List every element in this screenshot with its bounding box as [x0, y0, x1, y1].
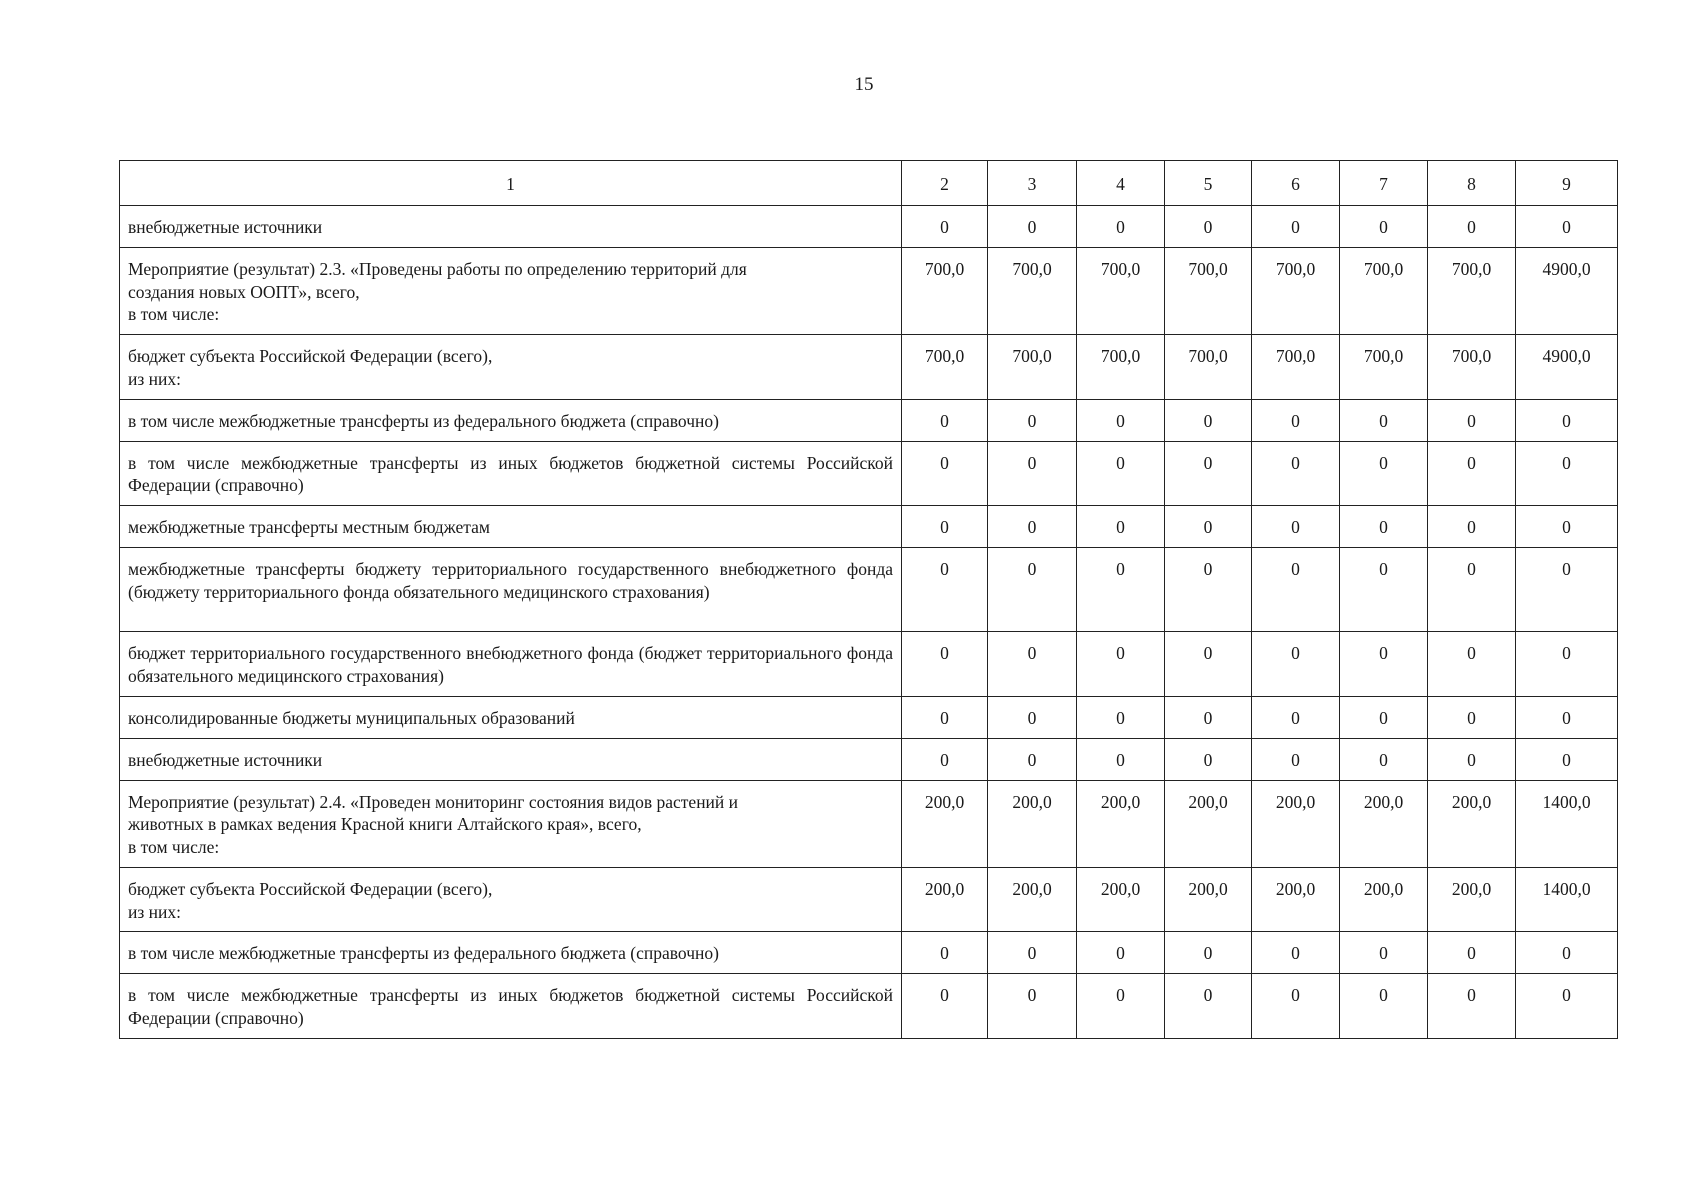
value-cell: 0 — [1165, 506, 1252, 548]
value-cell: 200,0 — [988, 780, 1077, 867]
value-cell: 700,0 — [1252, 335, 1340, 400]
value-cell: 700,0 — [1428, 335, 1516, 400]
value-cell: 0 — [1252, 974, 1340, 1039]
value-cell: 700,0 — [1077, 247, 1165, 334]
header-cell: 2 — [902, 161, 988, 206]
value-cell: 0 — [1340, 738, 1428, 780]
row-label: в том числе межбюджетные трансферты из иных бюджетов бюджетной системы Российской Федерации (справочно) — [120, 974, 902, 1039]
value-cell: 0 — [902, 696, 988, 738]
value-cell: 0 — [1516, 548, 1618, 632]
value-cell: 200,0 — [1077, 780, 1165, 867]
value-cell: 0 — [1340, 399, 1428, 441]
value-cell: 0 — [988, 738, 1077, 780]
value-cell: 200,0 — [1165, 867, 1252, 932]
value-cell: 0 — [1077, 399, 1165, 441]
value-cell: 200,0 — [902, 867, 988, 932]
row-label: межбюджетные трансферты местным бюджетам — [120, 506, 902, 548]
value-cell: 0 — [1428, 548, 1516, 632]
value-cell: 0 — [1428, 399, 1516, 441]
value-cell: 4900,0 — [1516, 247, 1618, 334]
table-row — [120, 506, 1618, 548]
value-cell: 0 — [1428, 696, 1516, 738]
table-row — [120, 867, 1618, 932]
value-cell: 0 — [1516, 632, 1618, 697]
value-cell: 0 — [1340, 506, 1428, 548]
table-row — [120, 247, 1618, 334]
value-cell: 0 — [1428, 632, 1516, 697]
value-cell: 0 — [1428, 974, 1516, 1039]
value-cell: 0 — [1252, 696, 1340, 738]
row-label: внебюджетные источники — [120, 206, 902, 248]
value-cell: 0 — [1165, 696, 1252, 738]
value-cell: 700,0 — [1077, 335, 1165, 400]
value-cell: 0 — [902, 506, 988, 548]
value-cell: 0 — [902, 932, 988, 974]
value-cell: 0 — [1252, 206, 1340, 248]
table-row — [120, 696, 1618, 738]
row-label: Мероприятие (результат) 2.3. «Проведены работы по определению территорий для создания новых ООПТ», всего, в том числе: — [120, 247, 902, 334]
value-cell: 0 — [1077, 206, 1165, 248]
value-cell: 0 — [1077, 506, 1165, 548]
header-cell: 5 — [1165, 161, 1252, 206]
value-cell: 200,0 — [1077, 867, 1165, 932]
value-cell: 0 — [1252, 548, 1340, 632]
header-cell: 9 — [1516, 161, 1618, 206]
row-label: в том числе межбюджетные трансферты из федерального бюджета (справочно) — [120, 399, 902, 441]
value-cell: 0 — [1252, 441, 1340, 506]
value-cell: 0 — [1516, 932, 1618, 974]
table-row — [120, 738, 1618, 780]
value-cell: 200,0 — [1340, 780, 1428, 867]
value-cell: 0 — [1516, 506, 1618, 548]
value-cell: 0 — [1340, 632, 1428, 697]
value-cell: 0 — [1252, 399, 1340, 441]
value-cell: 700,0 — [902, 335, 988, 400]
table-row — [120, 441, 1618, 506]
value-cell: 0 — [1428, 506, 1516, 548]
value-cell: 0 — [1077, 548, 1165, 632]
value-cell: 0 — [988, 548, 1077, 632]
value-cell: 0 — [988, 974, 1077, 1039]
value-cell: 0 — [988, 932, 1077, 974]
value-cell: 0 — [1252, 506, 1340, 548]
value-cell: 0 — [1340, 441, 1428, 506]
value-cell: 0 — [1428, 932, 1516, 974]
row-label: внебюджетные источники — [120, 738, 902, 780]
value-cell: 0 — [1340, 206, 1428, 248]
table-row — [120, 932, 1618, 974]
value-cell: 0 — [1340, 974, 1428, 1039]
value-cell: 0 — [902, 632, 988, 697]
row-label: бюджет территориального государственного внебюджетного фонда (бюджет территориального фонда обязательного медицинского страхования) — [120, 632, 902, 697]
header-cell: 7 — [1340, 161, 1428, 206]
value-cell: 0 — [1165, 632, 1252, 697]
header-row — [120, 161, 1618, 206]
value-cell: 200,0 — [1428, 780, 1516, 867]
value-cell: 0 — [1252, 632, 1340, 697]
value-cell: 700,0 — [1428, 247, 1516, 334]
budget-table — [119, 160, 1618, 1039]
value-cell: 0 — [902, 399, 988, 441]
value-cell: 200,0 — [902, 780, 988, 867]
header-cell: 1 — [120, 161, 902, 206]
value-cell: 0 — [1165, 399, 1252, 441]
value-cell: 0 — [1165, 932, 1252, 974]
header-cell: 8 — [1428, 161, 1516, 206]
value-cell: 0 — [1516, 974, 1618, 1039]
value-cell: 0 — [1165, 441, 1252, 506]
value-cell: 0 — [902, 974, 988, 1039]
value-cell: 700,0 — [1340, 335, 1428, 400]
value-cell: 200,0 — [1340, 867, 1428, 932]
value-cell: 0 — [1165, 206, 1252, 248]
value-cell: 0 — [1165, 974, 1252, 1039]
value-cell: 0 — [1428, 738, 1516, 780]
value-cell: 1400,0 — [1516, 780, 1618, 867]
value-cell: 700,0 — [1340, 247, 1428, 334]
row-label: консолидированные бюджеты муниципальных образований — [120, 696, 902, 738]
value-cell: 0 — [1428, 206, 1516, 248]
value-cell: 200,0 — [1165, 780, 1252, 867]
value-cell: 0 — [1252, 932, 1340, 974]
value-cell: 200,0 — [988, 867, 1077, 932]
value-cell: 700,0 — [988, 247, 1077, 334]
value-cell: 0 — [1340, 932, 1428, 974]
value-cell: 0 — [1428, 441, 1516, 506]
value-cell: 0 — [902, 548, 988, 632]
row-label: в том числе межбюджетные трансферты из федерального бюджета (справочно) — [120, 932, 902, 974]
value-cell: 0 — [1077, 441, 1165, 506]
row-label: бюджет субъекта Российской Федерации (всего), из них: — [120, 867, 902, 932]
value-cell: 0 — [1165, 548, 1252, 632]
value-cell: 0 — [1516, 399, 1618, 441]
value-cell: 1400,0 — [1516, 867, 1618, 932]
header-cell: 4 — [1077, 161, 1165, 206]
table-row — [120, 780, 1618, 867]
header-cell: 6 — [1252, 161, 1340, 206]
value-cell: 0 — [1340, 548, 1428, 632]
value-cell: 4900,0 — [1516, 335, 1618, 400]
value-cell: 700,0 — [1165, 247, 1252, 334]
value-cell: 700,0 — [1252, 247, 1340, 334]
value-cell: 0 — [988, 399, 1077, 441]
value-cell: 0 — [1516, 738, 1618, 780]
value-cell: 0 — [1252, 738, 1340, 780]
value-cell: 700,0 — [1165, 335, 1252, 400]
value-cell: 700,0 — [988, 335, 1077, 400]
row-label: в том числе межбюджетные трансферты из иных бюджетов бюджетной системы Российской Федерации (справочно) — [120, 441, 902, 506]
value-cell: 0 — [1516, 441, 1618, 506]
row-label: межбюджетные трансферты бюджету территориального государственного внебюджетного фонда (бюджету территориального фонда обязательного медицинского страхования) — [120, 548, 902, 632]
value-cell: 0 — [1516, 206, 1618, 248]
value-cell: 200,0 — [1252, 867, 1340, 932]
value-cell: 0 — [1077, 974, 1165, 1039]
value-cell: 0 — [988, 696, 1077, 738]
table-row — [120, 206, 1618, 248]
value-cell: 0 — [988, 506, 1077, 548]
value-cell: 0 — [988, 632, 1077, 697]
value-cell: 0 — [902, 206, 988, 248]
value-cell: 0 — [1077, 932, 1165, 974]
value-cell: 0 — [1516, 696, 1618, 738]
value-cell: 200,0 — [1428, 867, 1516, 932]
value-cell: 200,0 — [1252, 780, 1340, 867]
value-cell: 0 — [1077, 632, 1165, 697]
table-row — [120, 974, 1618, 1039]
table-row — [120, 632, 1618, 697]
value-cell: 0 — [1077, 738, 1165, 780]
row-label: бюджет субъекта Российской Федерации (всего), из них: — [120, 335, 902, 400]
value-cell: 0 — [902, 441, 988, 506]
table-row — [120, 399, 1618, 441]
value-cell: 0 — [1340, 696, 1428, 738]
value-cell: 0 — [1077, 696, 1165, 738]
table-row — [120, 335, 1618, 400]
header-cell: 3 — [988, 161, 1077, 206]
value-cell: 0 — [988, 441, 1077, 506]
page-number: 15 — [854, 74, 874, 95]
table-row — [120, 548, 1618, 632]
value-cell: 700,0 — [902, 247, 988, 334]
row-label: Мероприятие (результат) 2.4. «Проведен мониторинг состояния видов растений и животных в рамках ведения Красной книги Алтайского края», всего, в том числе: — [120, 780, 902, 867]
value-cell: 0 — [988, 206, 1077, 248]
value-cell: 0 — [902, 738, 988, 780]
value-cell: 0 — [1165, 738, 1252, 780]
